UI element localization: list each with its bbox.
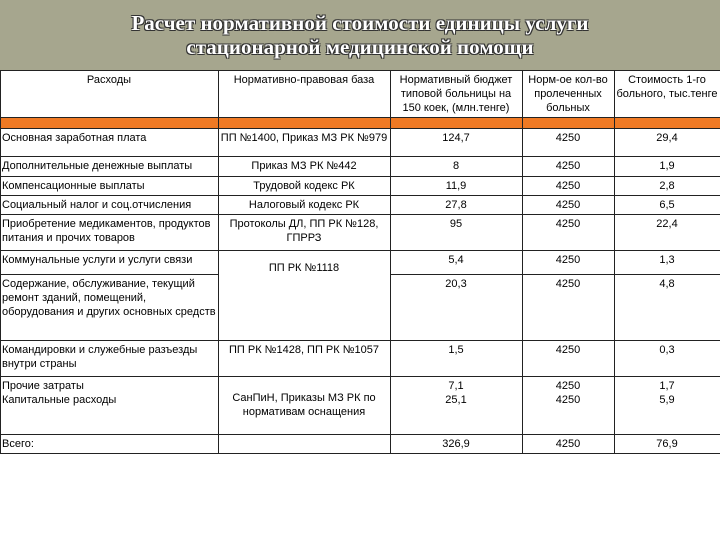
patients-line: 4250 bbox=[555, 394, 581, 406]
budget-cell: 11,9 bbox=[391, 177, 523, 196]
expense-cell: Приобретение медикаментов, продуктов питания и прочих товаров bbox=[1, 215, 219, 251]
header-cost: Стоимость 1-го больного, тыс.тенге bbox=[615, 71, 720, 118]
expense-cell: Компенсационные выплаты bbox=[1, 177, 219, 196]
legal-cell: СанПиН, Приказы МЗ РК по нормативам оснащения bbox=[219, 377, 391, 435]
budget-cell: 5,4 bbox=[391, 251, 523, 275]
header-budget: Нормативный бюджет типовой больницы на 150 коек, (млн.тенге) bbox=[391, 71, 523, 118]
cost-cell: 76,9 bbox=[615, 435, 720, 454]
table-header-row bbox=[1, 71, 720, 118]
budget-cell: 20,3 bbox=[391, 275, 523, 341]
expense-cell: Дополнительные денежные выплаты bbox=[1, 157, 219, 177]
title-bar bbox=[0, 0, 720, 70]
legal-cell: ПП РК №1118 bbox=[219, 251, 391, 341]
header-expenses: Расходы bbox=[1, 71, 219, 118]
cost-cell: 22,4 bbox=[615, 215, 720, 251]
table-row-total bbox=[1, 435, 720, 454]
table-row bbox=[1, 177, 720, 196]
cost-table bbox=[0, 70, 720, 454]
table-row bbox=[1, 129, 720, 157]
budget-cell: 95 bbox=[391, 215, 523, 251]
cost-line: 5,9 bbox=[659, 394, 675, 406]
expense-line: Прочие затраты bbox=[2, 380, 84, 392]
budget-cell: 326,9 bbox=[391, 435, 523, 454]
header-accent-stripe bbox=[1, 118, 720, 129]
legal-cell: Приказ МЗ РК №442 bbox=[219, 157, 391, 177]
expense-cell: Всего: bbox=[1, 435, 219, 454]
expense-cell: Основная заработная плата bbox=[1, 129, 219, 157]
legal-cell: Налоговый кодекс РК bbox=[219, 196, 391, 215]
budget-cell: 1,5 bbox=[391, 341, 523, 377]
cost-cell: 1,3 bbox=[615, 251, 720, 275]
cost-cell: 2,8 bbox=[615, 177, 720, 196]
legal-cell: Трудовой кодекс РК bbox=[219, 177, 391, 196]
table-row bbox=[1, 251, 720, 275]
table-row bbox=[1, 215, 720, 251]
budget-line: 25,1 bbox=[445, 394, 467, 406]
patients-cell: 4250 bbox=[523, 251, 615, 275]
table-row bbox=[1, 341, 720, 377]
expense-cell: Коммунальные услуги и услуги связи bbox=[1, 251, 219, 275]
expense-cell: Содержание, обслуживание, текущий ремонт зданий, помещений, оборудования и других основных средств bbox=[1, 275, 219, 341]
table-row bbox=[1, 157, 720, 177]
slide-title: Расчет нормативной стоимости единицы услуги стационарной медицинской помощи bbox=[131, 11, 589, 59]
patients-cell: 4250 bbox=[523, 215, 615, 251]
patients-cell bbox=[523, 377, 615, 435]
expense-cell: Социальный налог и соц.отчисления bbox=[1, 196, 219, 215]
budget-cell: 124,7 bbox=[391, 129, 523, 157]
table-row bbox=[1, 196, 720, 215]
patients-cell: 4250 bbox=[523, 177, 615, 196]
expense-cell: Командировки и служебные разъезды внутри страны bbox=[1, 341, 219, 377]
patients-cell: 4250 bbox=[523, 157, 615, 177]
patients-cell: 4250 bbox=[523, 196, 615, 215]
legal-cell: ПП №1400, Приказ МЗ РК №979 bbox=[219, 129, 391, 157]
legal-cell: Протоколы ДЛ, ПП РК №128, ГПРРЗ bbox=[219, 215, 391, 251]
table-row bbox=[1, 377, 720, 435]
cost-cell: 6,5 bbox=[615, 196, 720, 215]
cost-cell: 4,8 bbox=[615, 275, 720, 341]
legal-cell: ПП РК №1428, ПП РК №1057 bbox=[219, 341, 391, 377]
patients-cell: 4250 bbox=[523, 275, 615, 341]
header-patients: Норм-ое кол-во пролеченных больных bbox=[523, 71, 615, 118]
budget-cell: 27,8 bbox=[391, 196, 523, 215]
cost-cell: 1,9 bbox=[615, 157, 720, 177]
budget-cell: 8 bbox=[391, 157, 523, 177]
budget-line: 7,1 bbox=[448, 380, 464, 392]
header-legal-base: Нормативно-правовая база bbox=[219, 71, 391, 118]
legal-cell bbox=[219, 435, 391, 454]
cost-cell bbox=[615, 377, 720, 435]
cost-cell: 0,3 bbox=[615, 341, 720, 377]
budget-cell bbox=[391, 377, 523, 435]
patients-cell: 4250 bbox=[523, 435, 615, 454]
patients-cell: 4250 bbox=[523, 341, 615, 377]
expense-line: Капитальные расходы bbox=[2, 394, 117, 406]
patients-line: 4250 bbox=[555, 380, 581, 392]
expense-cell bbox=[1, 377, 219, 435]
cost-cell: 29,4 bbox=[615, 129, 720, 157]
cost-line: 1,7 bbox=[659, 380, 675, 392]
patients-cell: 4250 bbox=[523, 129, 615, 157]
